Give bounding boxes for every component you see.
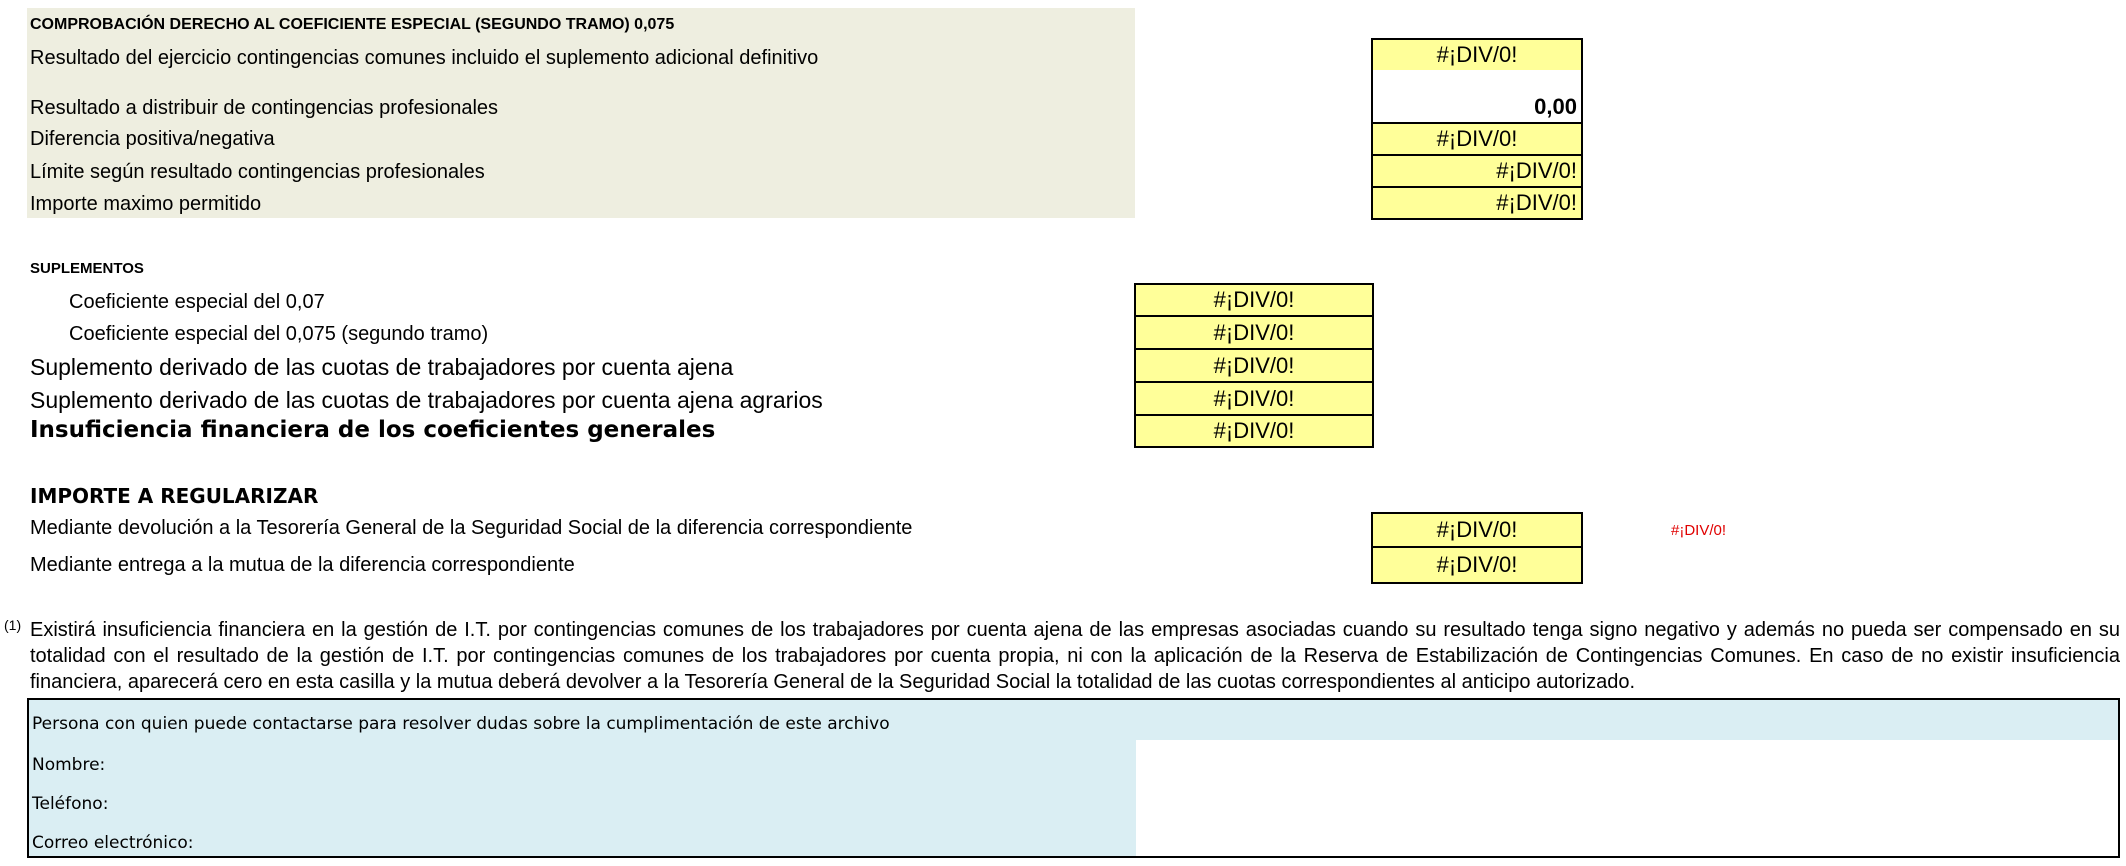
contact-email-input[interactable] (1136, 816, 2118, 856)
check-value-cell[interactable]: 0,00 (1371, 70, 1583, 124)
contact-title: Persona con quien puede contactarse para resolver dudas sobre la cumplimentación de este archivo (32, 714, 890, 734)
check-section-title: COMPROBACIÓN DERECHO AL COEFICIENTE ESPECIAL (SEGUNDO TRAMO) 0,075 (30, 16, 675, 33)
check-row-label: Importe maximo permitido (30, 193, 262, 215)
contact-labels-background (29, 740, 1136, 856)
regularizar-title: IMPORTE A REGULARIZAR (30, 484, 319, 508)
suplemento-value-cell[interactable]: #¡DIV/0! (1134, 414, 1374, 448)
suplemento-row-label: Insuficiencia financiera de los coeficientes generales (30, 417, 716, 443)
footnote-text: Existirá insuficiencia financiera en la gestión de I.T. por contingencias comunes de los trabajadores por cuenta ajena de las empresas asociadas cuando su resultado tenga signo negativo y además no pueda ser compensado en su totalidad con el resultado de la gestión de I.T. por contingencias comunes de los trabajadores por cuenta propia, ni con la aplicación de la Reserva de Estabilización de Contingencias Comunes. En caso de no existir insuficiencia financiera, aparecerá cero en esta casilla y la mutua deberá devolver a la Tesorería General de la Seguridad Social la totalidad de las cuotas correspondientes al anticipo autorizado. (30, 619, 2120, 693)
check-value-cell[interactable]: #¡DIV/0! (1371, 154, 1583, 188)
check-row-label: Límite según resultado contingencias profesionales (30, 161, 485, 183)
footnote-marker: (1) (4, 617, 22, 633)
contact-phone-label: Teléfono: (32, 794, 109, 814)
check-value-cell[interactable]: #¡DIV/0! (1371, 38, 1583, 72)
check-row-label: Resultado a distribuir de contingencias profesionales (30, 97, 499, 119)
check-row-label: Resultado del ejercicio contingencias comunes incluido el suplemento adicional definitivo (30, 47, 819, 69)
suplementos-title: SUPLEMENTOS (30, 260, 144, 277)
suplemento-row-label: Suplemento derivado de las cuotas de trabajadores por cuenta ajena agrarios (30, 387, 823, 413)
contact-phone-input[interactable] (1136, 778, 2118, 816)
check-row-label: Diferencia positiva/negativa (30, 128, 275, 150)
check-value-cell[interactable]: #¡DIV/0! (1371, 186, 1583, 220)
suplemento-value-cell[interactable]: #¡DIV/0! (1134, 348, 1374, 383)
suplemento-row-label: Coeficiente especial del 0,075 (segundo tramo) (69, 323, 489, 345)
regularizar-row-label: Mediante devolución a la Tesorería General de la Seguridad Social de la diferencia correspondiente (30, 517, 913, 539)
side-error-value: #¡DIV/0! (1671, 522, 1727, 539)
suplemento-value-cell[interactable]: #¡DIV/0! (1134, 381, 1374, 416)
contact-email-label: Correo electrónico: (32, 833, 194, 853)
regularizar-row-label: Mediante entrega a la mutua de la diferencia correspondiente (30, 554, 575, 576)
contact-box (27, 698, 2120, 858)
suplemento-row-label: Coeficiente especial del 0,07 (69, 291, 325, 313)
check-value-cell[interactable]: #¡DIV/0! (1371, 122, 1583, 156)
suplemento-value-cell[interactable]: #¡DIV/0! (1134, 283, 1374, 317)
suplemento-row-label: Suplemento derivado de las cuotas de trabajadores por cuenta ajena (30, 354, 734, 380)
contact-name-input[interactable] (1136, 740, 2118, 778)
contact-name-label: Nombre: (32, 755, 106, 775)
suplemento-value-cell[interactable]: #¡DIV/0! (1134, 315, 1374, 350)
regularizar-value-cell[interactable]: #¡DIV/0! (1371, 546, 1583, 584)
regularizar-value-cell[interactable]: #¡DIV/0! (1371, 512, 1583, 548)
